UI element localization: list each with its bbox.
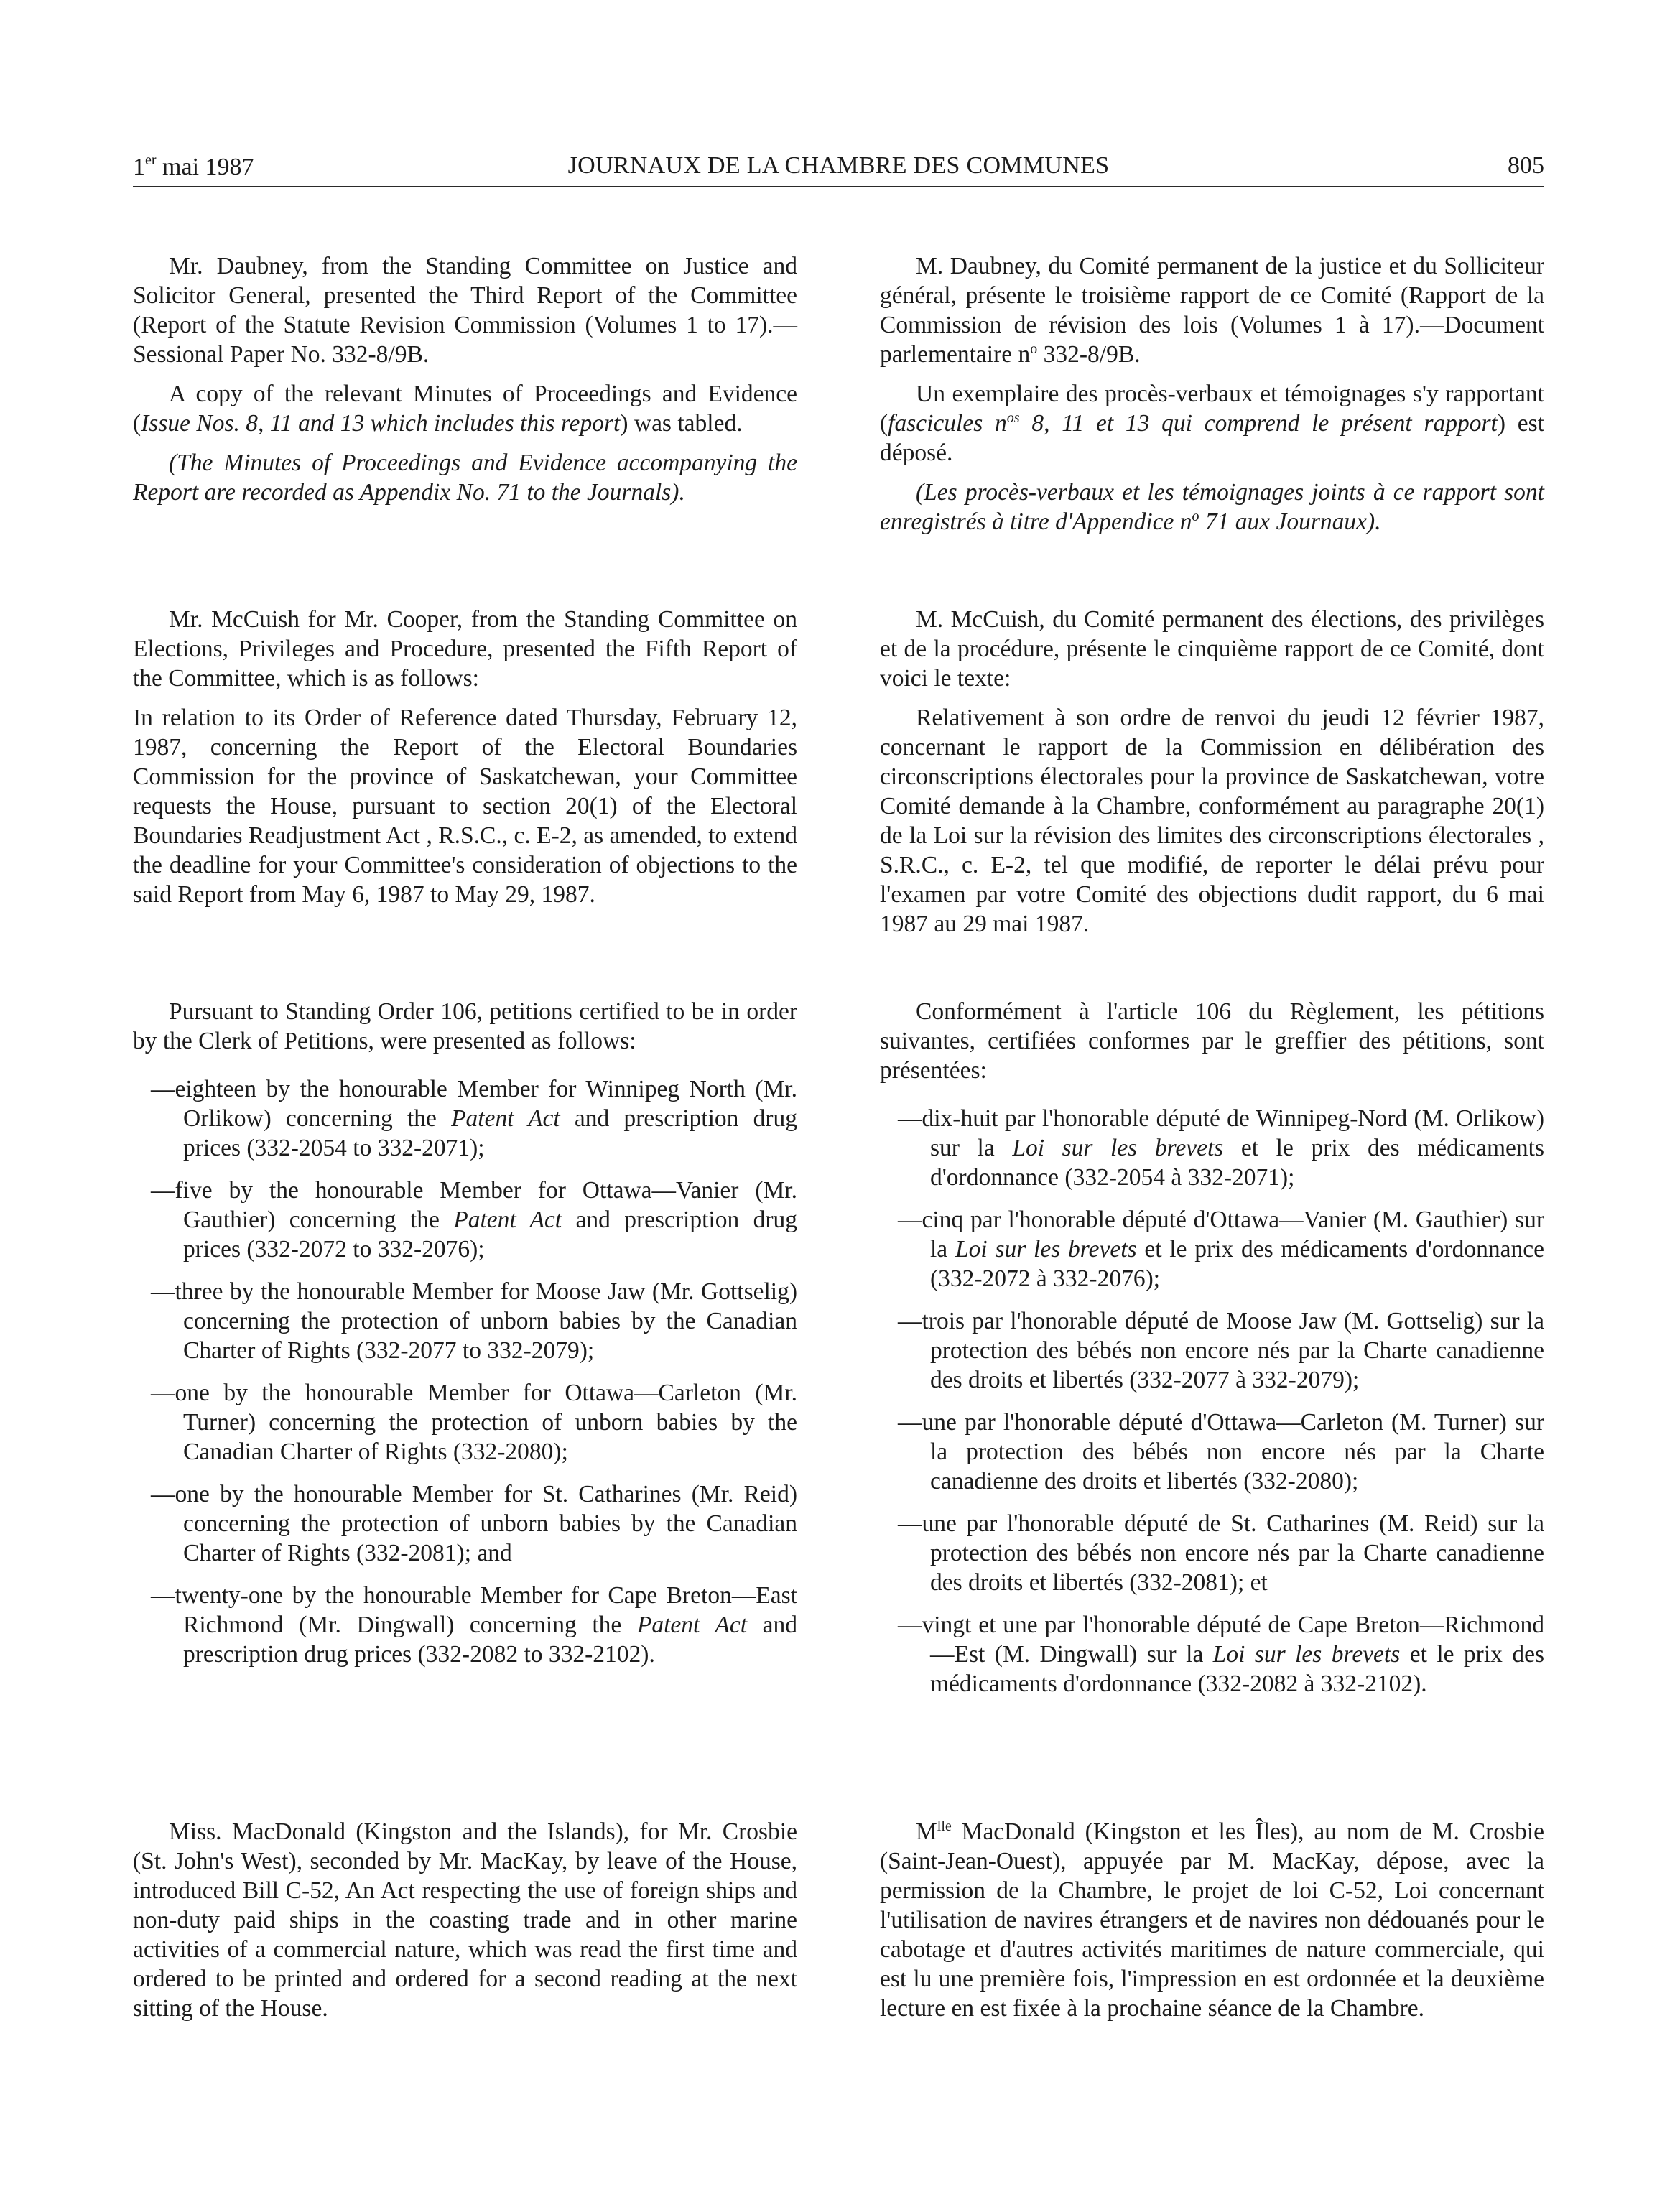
daubney-report-en: Mr. Daubney, from the Standing Committee on Justice and Solicitor General, presented the Third Report of the Committee (Report of the Statute Revision Commission (Volumes 1 to 17).—Sessional Paper No. 332-8/9B. <box>133 253 797 368</box>
daubney-report-fr: M. Daubney, du Comité permanent de la justice et du Solliciteur général, présente le troisième rapport de ce Comité (Rapport de la Commission de révision des lois (Volumes 1 à 17).—Document parlementaire $n^o$ 332-8/9B. <box>880 253 1544 368</box>
daubney-entry-fr <box>880 251 1544 536</box>
daubney-entry-en <box>133 251 797 507</box>
mccuish-entry-en <box>133 605 797 909</box>
daubney-appendix-fr: (Les procès-verbaux et les témoignages joints à ce rapport sont enregistrés à titre d'Appendice $n^o$ 71 aux Journaux). <box>880 479 1544 535</box>
petition-item-en: —five by the honourable Member for Ottawa—Vanier (Mr. Gauthier) concerning the Patent Act and prescription drug prices (332-2072 to 332-2076); <box>151 1177 797 1263</box>
daubney-copy-fr: Un exemplaire des procès-verbaux et témoignages s'y rapportant (fascicules $n^{os}$ 8, 11 et 13 qui comprend le présent rapport) est déposé. <box>880 381 1544 466</box>
mccuish-entry-fr <box>880 605 1544 939</box>
petition-item-fr: —trois par l'honorable député de Moose Jaw (M. Gottselig) sur la protection des bébés non encore nés par la Charte canadienne des droits et libertés (332-2077 à 332-2079); <box>898 1308 1544 1393</box>
bill-c52-en: Miss. MacDonald (Kingston and the Islands), for Mr. Crosbie (St. John's West), seconded by Mr. MacKay, by leave of the House, introduced Bill C-52, An Act respecting the use of foreign ships and non-duty paid ships in the coasting trade and in other marine activities of a commercial nature, which was read the first time and ordered to be printed and ordered for a second reading at the next sitting of the House. <box>133 1818 797 2022</box>
petitions-intro-fr: Conformément à l'article 106 du Règlement, les pétitions suivantes, certifiées conformes par le greffier des pétitions, sont présentées: <box>880 998 1544 1084</box>
petition-item-fr: —cinq par l'honorable député d'Ottawa—Vanier (M. Gauthier) sur la Loi sur les brevets et le prix des médicaments d'ordonnance (332-2072 à 332-2076); <box>898 1207 1544 1292</box>
mccuish-text-fr: Relativement à son ordre de renvoi du jeudi 12 février 1987, concernant le rapport de la Commission en délibération des circonscriptions électorales pour la province de Saskatchewan, votre Comité demande à la Chambre, conformément au paragraphe 20(1) de la Loi sur la révision des limites des circonscriptions électorales , S.R.C., c. E-2, tel que modifié, de reporter le délai prévu pour l'examen par votre Comité des objections dudit rapport, du 6 mai 1987 au 29 mai 1987. <box>880 705 1544 937</box>
petition-item-en: —twenty-one by the honourable Member for Cape Breton—East Richmond (Mr. Dingwall) concerning the Patent Act and prescription drug prices (332-2082 to 332-2102). <box>151 1582 798 1668</box>
petition-item-fr: —dix-huit par l'honorable député de Winnipeg-Nord (M. Orlikow) sur la Loi sur les brevets et le prix des médicaments d'ordonnance (332-2054 à 332-2071); <box>898 1105 1544 1191</box>
petition-item-fr: —une par l'honorable député d'Ottawa—Carleton (M. Turner) sur la protection des bébés non encore nés par la Charte canadienne des droits et libertés (332-2080); <box>898 1409 1544 1495</box>
bill-entry-en <box>133 1817 797 2023</box>
petitions-intro-en: Pursuant to Standing Order 106, petitions certified to be in order by the Clerk of Petitions, were presented as follows: <box>133 998 797 1054</box>
mccuish-report-fr: M. McCuish, du Comité permanent des élections, des privilèges et de la procédure, présente le cinquième rapport de ce Comité, dont voici le texte: <box>880 606 1544 692</box>
daubney-copy-en: A copy of the relevant Minutes of Proceedings and Evidence (Issue Nos. 8, 11 and 13 which includes this report) was tabled. <box>133 381 797 437</box>
petition-item-en: —one by the honourable Member for Ottawa—Carleton (Mr. Turner) concerning the protection of unborn babies by the Canadian Charter of Rights (332-2080); <box>151 1380 797 1465</box>
petition-item-en: —one by the honourable Member for St. Catharines (Mr. Reid) concerning the protection of unborn babies by the Canadian Charter of Rights (332-2081); and <box>151 1481 797 1566</box>
bill-entry-fr <box>880 1817 1544 2023</box>
petition-item-en: —three by the honourable Member for Moose Jaw (Mr. Gottselig) concerning the protection of unborn babies by the Canadian Charter of Rights (332-2077 to 332-2079); <box>151 1278 797 1364</box>
petition-list-fr <box>880 1104 1544 1698</box>
petition-item-en: —eighteen by the honourable Member for Winnipeg North (Mr. Orlikow) concerning the Patent Act and prescription drug prices (332-2054 to 332-2071); <box>151 1076 797 1161</box>
mccuish-text-en: In relation to its Order of Reference dated Thursday, February 12, 1987, concerning the Report of the Electoral Boundaries Commission for the province of Saskatchewan, your Committee requests the House, pursuant to section 20(1) of the Electoral Boundaries Readjustment Act , R.S.C., c. E-2, as amended, to extend the deadline for your Committee's consideration of objections to the said Report from May 6, 1987 to May 29, 1987. <box>133 705 797 908</box>
petitions-en <box>133 997 797 1669</box>
header-date: 1er mai 1987 <box>133 152 254 180</box>
petition-list-en <box>133 1074 797 1669</box>
daubney-appendix-en: (The Minutes of Proceedings and Evidence accompanying the Report are recorded as Appendix No. 71 to the Journals). <box>133 450 797 506</box>
header-rule <box>133 186 1544 187</box>
petition-item-fr: —une par l'honorable député de St. Catharines (M. Reid) sur la protection des bébés non encore nés par la Charte canadienne des droits et libertés (332-2081); et <box>898 1510 1544 1596</box>
mccuish-report-en: Mr. McCuish for Mr. Cooper, from the Standing Committee on Elections, Privileges and Procedure, presented the Fifth Report of the Committee, which is as follows: <box>133 606 797 692</box>
bill-c52-fr: $M^{lle}$ MacDonald (Kingston et les Îles), au nom de M. Crosbie (Saint-Jean-Ouest), appuyée par M. MacKay, dépose, avec la permission de la Chambre, le projet de loi C-52, Loi concernant l'utilisation de navires étrangers et de navires non dédouanés pour le cabotage et d'autres activités maritimes de nature commerciale, qui est lu une première fois, l'impression en est ordonnée et la deuxième lecture en est fixée à la prochaine séance de la Chambre. <box>880 1818 1544 2022</box>
petitions-fr <box>880 997 1544 1698</box>
petition-item-fr: —vingt et une par l'honorable député de Cape Breton—Richmond—Est (M. Dingwall) sur la Loi sur les brevets et le prix des médicaments d'ordonnance (332-2082 à 332-2102). <box>898 1612 1544 1697</box>
page-number: 805 <box>1508 152 1544 179</box>
header-title: JOURNAUX DE LA CHAMBRE DES COMMUNES <box>567 152 1110 179</box>
